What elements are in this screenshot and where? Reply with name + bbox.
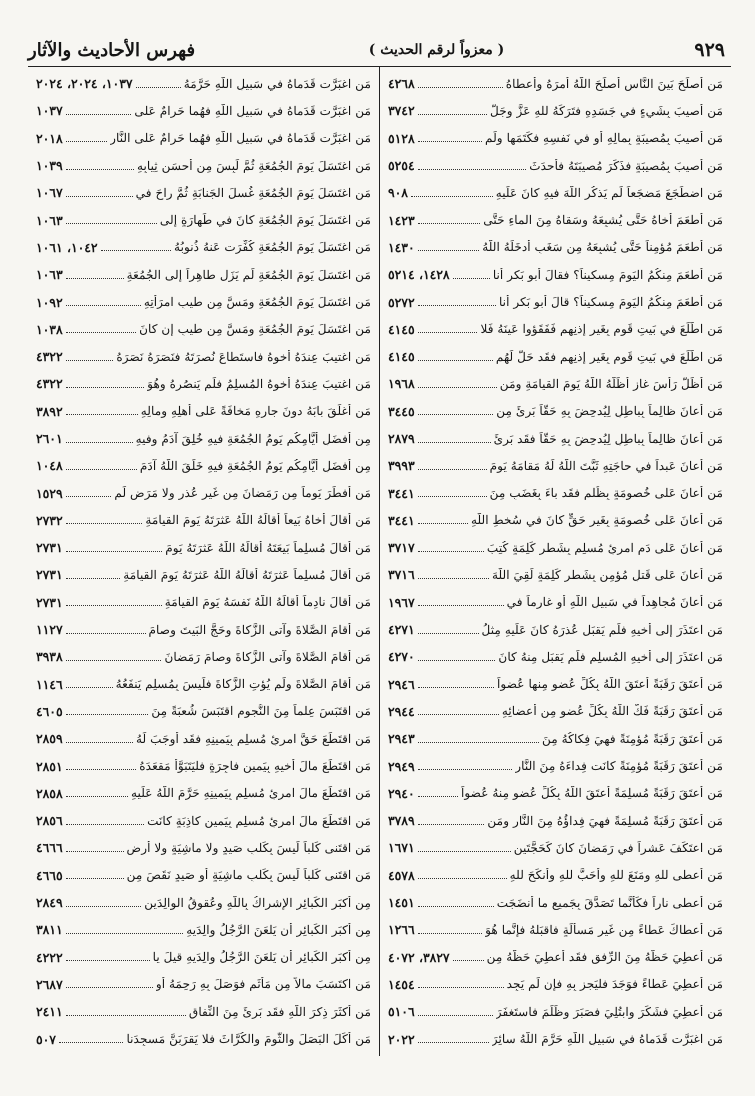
hadith-text: مَن اقتَطَعَ حَقَّ امرِئٍ مُسلِمٍ بِيَمينِهِ فقَد أوجَبَ لَهُ xyxy=(135,731,371,746)
index-entry xyxy=(388,152,723,179)
index-entry xyxy=(36,698,371,725)
hadith-text: مِن أكبَرِ الكَبائِرِ الإشراكُ بِاللَّهِ وعُقوقُ الوالِدَينِ xyxy=(144,895,371,910)
hadith-text: مَن أعتَقَ رَقَبَةً أعتَقَ اللَّهُ بِكُلِّ عُضوٍ مِنها عُضواً xyxy=(497,677,723,692)
leader-dots xyxy=(66,413,138,415)
hadith-number: ٢٧٣٢ xyxy=(36,512,63,528)
leader-dots xyxy=(66,632,146,634)
hadith-text: مَن اكتَسَبَ مالاً مِن مَأثَمٍ فوَصَلَ بِهِ رَحِمَهُ أو xyxy=(155,977,371,992)
hadith-number: ٢٩٤٣ xyxy=(388,731,415,747)
hadith-number: ٥٠٧ xyxy=(36,1031,56,1047)
page-subtitle: ( معزواً لرقم الحديث ) xyxy=(368,42,505,58)
index-entry xyxy=(36,561,371,588)
hadith-number: ٤٦٦٦ xyxy=(36,840,63,856)
index-entry xyxy=(36,479,371,506)
leader-dots xyxy=(66,905,142,907)
hadith-text: مَن أعانَ عَلى خُصومَةٍ بِغَيرِ حَقٍّ كانَ في سُخطِ اللَّهِ xyxy=(470,513,723,528)
leader-dots xyxy=(418,550,484,552)
leader-dots xyxy=(59,1041,123,1043)
index-entry xyxy=(388,671,723,698)
index-entry xyxy=(36,671,371,698)
leader-dots xyxy=(66,468,137,470)
index-entry xyxy=(388,698,723,725)
hadith-text: مَن أُصيبَ بِمُصيبَةٍ بِمالِهِ أو في نَفسِهِ فكَتَمَها ولَم xyxy=(484,131,723,146)
leader-dots xyxy=(66,441,133,443)
index-entry xyxy=(36,616,371,643)
leader-dots xyxy=(418,795,458,797)
hadith-text: مَن أقامَ الصَّلاةَ وآتى الزَّكاةَ وحَجَّ البَيتَ وصامَ xyxy=(148,622,371,637)
leader-dots xyxy=(66,1014,186,1016)
hadith-number: ٣٨٩٢ xyxy=(36,403,63,419)
leader-dots xyxy=(418,1014,493,1016)
hadith-text: مَن اغتَسَلَ يَومَ الجُمُعَةِ كُفِّرَت عَنهُ ذُنوبُهُ xyxy=(174,240,371,255)
hadith-number: ١٠٣٨ xyxy=(36,321,63,337)
hadith-text: مَن أقامَ الصَّلاةَ ولَم يُؤتِ الزَّكاةَ فلَيسَ بِمُسلِمٍ يَنفَعُهُ xyxy=(115,677,371,692)
leader-dots xyxy=(66,877,124,879)
hadith-number: ١٩٦٨ xyxy=(388,376,415,392)
index-entry xyxy=(388,807,723,834)
leader-dots xyxy=(418,659,496,661)
leader-dots xyxy=(453,959,484,961)
hadith-number: ١٠٦٣ xyxy=(36,212,63,228)
hadith-text: مَن أعطاكَ عَطاءً مِن غَيرِ مَسألَةٍ فاقبَلهُ فإنَّما هُوَ xyxy=(485,922,723,937)
hadith-text: مَن اطَّلَعَ في بَيتِ قَومٍ بِغَيرِ إذنِهِم فقَد حَلَّ لَهُم xyxy=(495,349,723,364)
index-entry xyxy=(36,206,371,233)
hadith-number: ٢٤١١ xyxy=(36,1004,63,1020)
index-entry xyxy=(388,971,723,998)
leader-dots xyxy=(418,386,497,388)
leader-dots xyxy=(66,195,133,197)
index-entry xyxy=(36,97,371,124)
hadith-text: مَن اغبَرَّت قَدَماهُ في سَبيلِ اللَّهِ فهُما حَرامٌ عَلى xyxy=(134,103,371,118)
index-entry xyxy=(36,425,371,452)
index-entry xyxy=(388,398,723,425)
index-entry xyxy=(36,889,371,916)
hadith-number: ٣٤٤٥ xyxy=(388,403,415,419)
leader-dots xyxy=(418,1041,489,1043)
index-entry xyxy=(388,125,723,152)
hadith-text: مَن اغتَسَلَ يَومَ الجُمُعَةِ ومَسَّ مِن طيبٍ إن كانَ xyxy=(139,322,371,337)
index-entry xyxy=(388,834,723,861)
hadith-number: ١٤٣٠ xyxy=(388,239,415,255)
hadith-number: ١٤٥٤ xyxy=(388,976,415,992)
leader-dots xyxy=(418,932,482,934)
leader-dots xyxy=(66,140,108,142)
hadith-text: مَن أُعطِيَ فشَكَرَ وابتُلِيَ فصَبَرَ وظَلَمَ فاستَغفَرَ xyxy=(495,1004,723,1019)
index-columns xyxy=(28,70,731,1056)
hadith-text: مَن اضطَجَعَ مَضجَعاً لَم يَذكُرِ اللَّهَ فيهِ كانَ عَلَيهِ xyxy=(495,185,723,200)
hadith-text: مَن أعانَ عَلى دَمِ امرِئٍ مُسلِمٍ بِشَطرِ كَلِمَةٍ كُتِبَ xyxy=(486,540,723,555)
index-entry xyxy=(388,425,723,452)
hadith-number: ٣٤٤١ xyxy=(388,512,415,528)
hadith-text: مَن اعتَذَرَ إلى أخيهِ فلَم يَقبَل عُذرَهُ كانَ عَلَيهِ مِثلُ xyxy=(481,622,723,637)
hadith-number: ٤٢٦٨ xyxy=(388,76,415,92)
hadith-number: ١٤٢٨، ٥٢١٤ xyxy=(388,267,450,283)
hadith-text: مَن اقتَبَسَ عِلماً مِنَ النُّجومِ اقتَبَسَ شُعبَةً مِنَ xyxy=(151,704,371,719)
hadith-number: ١٠٣٧، ٢٠٢٤، ٢٠٢٤ xyxy=(36,76,133,92)
hadith-number: ٢٠٢٢ xyxy=(388,1031,415,1047)
hadith-text: مَن أقالَ نادِماً أقالَهُ اللَّهُ نَفسَهُ يَومَ القيامَةِ xyxy=(164,595,371,610)
hadith-number: ١٠٣٩ xyxy=(36,158,63,174)
hadith-number: ٢٧٣١ xyxy=(36,567,63,583)
leader-dots xyxy=(66,686,113,688)
index-entry xyxy=(36,807,371,834)
hadith-number: ٣٧١٧ xyxy=(388,540,415,556)
hadith-text: مَن اغتَسَلَ يَومَ الجُمُعَةِ ومَسَّ مِن طيبِ امرَأتِهِ xyxy=(143,295,371,310)
hadith-text: مَن اقتَطَعَ مالَ أخيهِ بِيَمينٍ فاجِرَةٍ فليَتَبَوَّأ مَقعَدَهُ xyxy=(139,759,371,774)
hadith-number: ٢٩٤٠ xyxy=(388,785,415,801)
index-entry xyxy=(388,370,723,397)
leader-dots xyxy=(136,86,181,88)
hadith-number: ١٩٦٧ xyxy=(388,594,415,610)
leader-dots xyxy=(66,331,136,333)
leader-dots xyxy=(66,659,162,661)
hadith-number: ٢٧٣١ xyxy=(36,594,63,610)
hadith-number: ١١٢٧ xyxy=(36,622,63,638)
hadith-number: ٤٣٢٢ xyxy=(36,376,63,392)
hadith-number: ٤٦٦٥ xyxy=(36,867,63,883)
leader-dots xyxy=(418,686,494,688)
leader-dots xyxy=(66,304,141,306)
leader-dots xyxy=(418,441,491,443)
hadith-number: ٢٨٥٦ xyxy=(36,813,63,829)
leader-dots xyxy=(66,932,184,934)
hadith-text: مَن أقامَ الصَّلاةَ وآتى الزَّكاةَ وصامَ رَمَضانَ xyxy=(164,649,371,664)
hadith-number: ٣٩٩٣ xyxy=(388,458,415,474)
hadith-text: مَن أطعَمَ مِنكُمُ اليَومَ مِسكيناً؟ فقالَ أبو بَكرٍ أنا xyxy=(492,267,723,282)
hadith-text: مَن اغتَسَلَ يَومَ الجُمُعَةِ كانَ في طَهارَةٍ إلى xyxy=(159,213,371,228)
index-entry xyxy=(388,1025,723,1052)
index-entry xyxy=(388,206,723,233)
hadith-text: مَن اطَّلَعَ في بَيتِ قَومٍ بِغَيرِ إذنِهِم فَفَقَؤوا عَينَهُ فَلا xyxy=(480,322,723,337)
hadith-number: ٣٨١١ xyxy=(36,922,63,938)
index-entry xyxy=(388,288,723,315)
hadith-text: مَن أعانَ مُجاهِداً في سَبيلِ اللَّهِ أو غارِماً في xyxy=(506,595,723,610)
hadith-text: مَن أقالَ مُسلِماً عَثرَتَهُ أقالَهُ اللَّهُ عَثرَتَهُ يَومَ القيامَةِ xyxy=(123,567,371,582)
hadith-number: ١١٤٦ xyxy=(36,676,63,692)
hadith-text: مَن اقتَنى كَلباً لَيسَ بِكَلبِ ماشِيَةٍ أو صَيدٍ نَقَصَ مِن xyxy=(126,868,371,883)
index-entry xyxy=(36,398,371,425)
index-entry xyxy=(36,1025,371,1052)
hadith-text: مِن أفضَلِ أيَّامِكُم يَومُ الجُمُعَةِ فيهِ خُلِقَ آدَمُ وفيهِ xyxy=(135,431,371,446)
hadith-number: ١٠٣٧ xyxy=(36,103,63,119)
hadith-number: ٤١٤٥ xyxy=(388,349,415,365)
leader-dots xyxy=(418,577,489,579)
leader-dots xyxy=(66,522,143,524)
hadith-number: ٢٦٨٧ xyxy=(36,976,63,992)
hadith-text: مَن أعانَ عَبداً في حاجَتِهِ ثَبَّتَ اللَّهُ لَهُ مَقامَهُ يَومَ xyxy=(489,458,723,473)
leader-dots xyxy=(66,359,114,361)
index-entry xyxy=(36,752,371,779)
leader-dots xyxy=(66,577,121,579)
leader-dots xyxy=(418,604,504,606)
leader-dots xyxy=(66,986,153,988)
leader-dots xyxy=(66,168,134,170)
index-entry xyxy=(388,862,723,889)
leader-dots xyxy=(66,959,150,961)
hadith-text: مَن اغتيبَ عِندَهُ أخوهُ المُسلِمُ فلَم يَنصُرهُ وهُوَ xyxy=(147,376,371,391)
leader-dots xyxy=(66,850,124,852)
index-entry xyxy=(388,589,723,616)
hadith-text: مَن أظَلَّ رَأسَ غازٍ أظَلَّهُ اللَّهُ يَومَ القيامَةِ ومَن xyxy=(499,376,723,391)
index-entry xyxy=(36,643,371,670)
leader-dots xyxy=(66,495,112,497)
leader-dots xyxy=(418,413,494,415)
hadith-text: مَن اقتَطَعَ مالَ امرِئٍ مُسلِمٍ بِيَمينِهِ حَرَّمَ اللَّهُ عَلَيهِ xyxy=(131,786,371,801)
leader-dots xyxy=(418,331,478,333)
hadith-text: مَن اقتَطَعَ مالَ امرِئٍ مُسلِمٍ بِيَمينٍ كاذِبَةٍ كانَت xyxy=(147,813,371,828)
hadith-text: مَن أقالَ مُسلِماً بَيعَتَهُ أقالَهُ اللَّهُ عَثرَتَهُ يَومَ xyxy=(165,540,371,555)
hadith-number: ١٠٤٢، ١٠٦١ xyxy=(36,239,98,255)
index-entry xyxy=(388,725,723,752)
index-entry xyxy=(388,998,723,1025)
index-entry xyxy=(388,780,723,807)
hadith-number: ٣٩٣٨ xyxy=(36,649,63,665)
hadith-number: ٥٢٥٤ xyxy=(388,158,415,174)
book-title: فهرس الأحاديث والآثار xyxy=(28,39,196,61)
hadith-number: ٤٢٢٢ xyxy=(36,949,63,965)
leader-dots xyxy=(418,741,539,743)
index-entry xyxy=(388,179,723,206)
hadith-number: ٤٣٢٢ xyxy=(36,349,63,365)
hadith-text: مَن أعتَقَ رَقَبَةً مُسلِمَةً فهِيَ فِداؤُهُ مِنَ النَّارِ ومَن xyxy=(487,813,723,828)
hadith-text: مَن أكَلَ البَصَلَ والثُّومَ والكُرَّاثَ فلا يَقرَبَنَّ مَسجِدَنا xyxy=(126,1032,371,1047)
hadith-text: مَن أعتَقَ رَقَبَةً مُسلِمَةً أعتَقَ اللَّهُ بِكُلِّ عُضوٍ مِنهُ عُضواً xyxy=(460,786,723,801)
leader-dots xyxy=(418,522,468,524)
hadith-text: مَن أفطَرَ يَوماً مِن رَمَضانَ مِن غَيرِ عُذرٍ ولا مَرَضٍ لَم xyxy=(114,486,371,501)
hadith-number: ٩٠٨ xyxy=(388,185,408,201)
leader-dots xyxy=(66,741,133,743)
hadith-text: مَن أعطى ناراً فكَأنَّما تَصَدَّقَ بِجَميعِ ما أنضَجَت xyxy=(496,895,723,910)
index-entry xyxy=(36,780,371,807)
hadith-number: ٣٧٨٩ xyxy=(388,813,415,829)
hadith-text: مَن أُعطِيَ عَطاءً فوَجَدَ فليَجزِ بِهِ فإن لَم يَجِد xyxy=(506,977,723,992)
leader-dots xyxy=(418,823,485,825)
leader-dots xyxy=(418,222,481,224)
hadith-number: ١٤٥١ xyxy=(388,895,415,911)
index-entry xyxy=(36,125,371,152)
hadith-number: ٢٨٥٩ xyxy=(36,731,63,747)
leader-dots xyxy=(66,795,128,797)
index-entry xyxy=(36,998,371,1025)
hadith-number: ٢٩٤٦ xyxy=(388,676,415,692)
leader-dots xyxy=(418,359,493,361)
hadith-number: ٤٢٧٠ xyxy=(388,649,415,665)
index-entry xyxy=(388,452,723,479)
leader-dots xyxy=(66,222,157,224)
hadith-text: مَن أعانَ عَلى قَتلِ مُؤمِنٍ بِشَطرِ كَلِمَةٍ لَقِيَ اللَّهَ xyxy=(491,567,723,582)
hadith-number: ٢٨٧٩ xyxy=(388,431,415,446)
leader-dots xyxy=(453,277,490,279)
column-divider xyxy=(379,66,380,1056)
index-entry xyxy=(388,889,723,916)
hadith-text: مَن اغبَرَّت قَدَماهُ في سَبيلِ اللَّهِ فهُما حَرامٌ عَلى النَّارِ xyxy=(110,131,371,146)
hadith-text: مَن اغتَسَلَ يَومَ الجُمُعَةِ غُسلَ الجَنابَةِ ثُمَّ راحَ في xyxy=(135,185,371,200)
hadith-text: مَن اقتَنى كَلباً لَيسَ بِكَلبِ صَيدٍ ولا ماشِيَةٍ ولا أرضٍ xyxy=(126,840,371,855)
index-entry xyxy=(388,479,723,506)
index-entry xyxy=(36,834,371,861)
hadith-number: ١٠٤٨ xyxy=(36,458,63,474)
leader-dots xyxy=(418,905,494,907)
index-entry xyxy=(36,589,371,616)
hadith-text: مَن أقالَ أخاهُ بَيعاً أقالَهُ اللَّهُ عَثرَتَهُ يَومَ القيامَةِ xyxy=(145,513,371,528)
index-entry xyxy=(36,288,371,315)
leader-dots xyxy=(66,277,124,279)
hadith-text: مَن اغتَسَلَ يَومَ الجُمُعَةِ ثُمَّ لَبِسَ مِن أحسَنِ ثِيابِهِ xyxy=(136,158,371,173)
index-entry xyxy=(36,944,371,971)
hadith-text: مَن أُصيبَ بِمُصيبَةٍ فذَكَرَ مُصيبَتَهُ فأحدَثَ xyxy=(529,158,723,173)
hadith-text: مَن اغبَرَّت قَدَماهُ في سَبيلِ اللَّهِ حَرَّمَ اللَّهُ سائِرَ xyxy=(491,1032,723,1047)
hadith-text: مَن أطعَمَ مِنكُمُ اليَومَ مِسكيناً؟ قالَ أبو بَكرٍ أنا xyxy=(498,295,723,310)
index-entry xyxy=(36,152,371,179)
hadith-text: مِن أفضَلِ أيَّامِكُم يَومُ الجُمُعَةِ فيهِ خَلَقَ اللَّهُ آدَمَ xyxy=(139,458,371,473)
leader-dots xyxy=(66,768,137,770)
hadith-number: ٢٨٥١ xyxy=(36,758,63,774)
index-column-left xyxy=(28,70,379,1056)
hadith-number: ١٠٩٢ xyxy=(36,294,63,310)
leader-dots xyxy=(66,604,162,606)
hadith-number: ٤٢٧١ xyxy=(388,622,415,638)
hadith-text: مَن أعتَقَ رَقَبَةً مُؤمِنَةً كانَت فِداءَهُ مِنَ النَّارِ xyxy=(515,759,723,774)
leader-dots xyxy=(418,468,487,470)
leader-dots xyxy=(418,850,511,852)
hadith-number: ١٠٦٧ xyxy=(36,185,63,201)
leader-dots xyxy=(411,195,493,197)
hadith-number: ٣٧١٦ xyxy=(388,567,415,583)
hadith-number: ٢٠١٨ xyxy=(36,130,63,146)
index-entry xyxy=(36,971,371,998)
hadith-number: ١٤٢٣ xyxy=(388,212,415,228)
hadith-number: ١٦٧١ xyxy=(388,840,415,856)
hadith-number: ٥١٠٦ xyxy=(388,1004,415,1020)
index-entry xyxy=(36,916,371,943)
leader-dots xyxy=(418,249,480,251)
index-entry xyxy=(388,507,723,534)
index-entry xyxy=(36,343,371,370)
hadith-text: مَن أغلَقَ بابَهُ دونَ جارِهِ مَخافَةً عَلى أهلِهِ ومالِهِ xyxy=(140,404,371,419)
leader-dots xyxy=(66,823,144,825)
page-header xyxy=(28,36,731,64)
leader-dots xyxy=(418,713,499,715)
page-number: ٩٢٩ xyxy=(694,39,725,61)
index-entry xyxy=(388,343,723,370)
index-entry xyxy=(388,752,723,779)
index-entry xyxy=(388,97,723,124)
leader-dots xyxy=(418,768,513,770)
leader-dots xyxy=(66,113,132,115)
hadith-number: ٢٨٤٩ xyxy=(36,895,63,911)
index-entry xyxy=(388,234,723,261)
hadith-number: ١٢٦٦ xyxy=(388,922,415,938)
index-entry xyxy=(36,507,371,534)
hadith-text: مَن اغتَسَلَ يَومَ الجُمُعَةِ لَم يَزَل طاهِراً إلى الجُمُعَةِ xyxy=(126,267,371,282)
index-entry xyxy=(388,534,723,561)
hadith-number: ٤٦٠٥ xyxy=(36,703,63,719)
hadith-number: ٥١٢٨ xyxy=(388,130,415,146)
index-entry xyxy=(388,616,723,643)
hadith-number: ٤٥٧٨ xyxy=(388,867,415,883)
leader-dots xyxy=(418,495,487,497)
hadith-text: مَن أعطى للهِ ومَنَعَ للهِ وأحَبَّ للهِ وأنكَحَ للهِ xyxy=(509,868,723,883)
index-entry xyxy=(388,643,723,670)
index-entry xyxy=(36,261,371,288)
index-entry xyxy=(36,316,371,343)
index-column-right xyxy=(380,70,731,1056)
index-entry xyxy=(388,916,723,943)
index-entry xyxy=(388,70,723,97)
hadith-text: مَن اعتَكَفَ عَشراً في رَمَضانَ كانَ كَحَجَّتَينِ xyxy=(513,840,723,855)
hadith-text: مِن أكبَرِ الكَبائِرِ أن يَلعَنَ الرَّجُلُ والِدَيهِ قيلَ يا xyxy=(152,950,371,965)
hadith-number: ١٠٦٣ xyxy=(36,267,63,283)
hadith-number: ٢٦٠١ xyxy=(36,431,63,446)
index-entry xyxy=(36,370,371,397)
leader-dots xyxy=(418,986,504,988)
leader-dots xyxy=(418,140,482,142)
hadith-text: مَن اغتيبَ عِندَهُ أخوهُ فاستَطاعَ نُصرَتَهُ فنَصَرَهُ نَصَرَهُ xyxy=(116,349,371,364)
hadith-number: ١٥٢٩ xyxy=(36,485,63,501)
hadith-text: مَن اغبَرَّت قَدَماهُ في سَبيلِ اللَّهِ حَرَّمَهُ xyxy=(183,76,371,91)
index-entry xyxy=(36,862,371,889)
index-entry xyxy=(388,561,723,588)
hadith-text: مَن أطعَمَ مُؤمِناً حَتَّى يُشبِعَهُ مِن سَغَبٍ أدخَلَهُ اللَّهُ xyxy=(482,240,723,255)
index-entry xyxy=(388,261,723,288)
hadith-text: مَن اعتَذَرَ إلى أخيهِ المُسلِمِ فلَم يَقبَل مِنهُ كانَ xyxy=(498,649,723,664)
index-entry xyxy=(388,316,723,343)
hadith-text: مَن أصلَحَ بَينَ النَّاسِ أصلَحَ اللَّهُ أمرَهُ وأعطاهُ xyxy=(505,76,723,91)
hadith-text: مَن أكثَرَ ذِكرَ اللَّهِ فقَد بَرِئَ مِنَ النِّفاقِ xyxy=(188,1004,371,1019)
index-entry xyxy=(36,725,371,752)
hadith-text: مَن أطعَمَ أخاهُ حَتَّى يُشبِعَهُ وسَقاهُ مِنَ الماءِ حَتَّى xyxy=(483,213,723,228)
hadith-number: ٢٨٥٨ xyxy=(36,785,63,801)
hadith-number: ٥٢٧٢ xyxy=(388,294,415,310)
hadith-text: مَن أُصيبَ بِشَيءٍ في جَسَدِهِ فتَرَكَهُ للهِ عَزَّ وجَلَّ xyxy=(490,103,723,118)
leader-dots xyxy=(418,877,507,879)
leader-dots xyxy=(66,386,145,388)
hadith-number: ٣٧٤٢ xyxy=(388,103,415,119)
hadith-text: مَن أعانَ عَلى خُصومَةٍ بِظُلمٍ فقَد باءَ بِغَضَبٍ مِنَ xyxy=(489,486,723,501)
hadith-number: ٢٩٤٤ xyxy=(388,703,415,719)
index-entry xyxy=(36,179,371,206)
hadith-number: ٢٧٣١ xyxy=(36,540,63,556)
hadith-number: ٤١٤٥ xyxy=(388,321,415,337)
leader-dots xyxy=(418,86,503,88)
leader-dots xyxy=(418,632,479,634)
leader-dots xyxy=(418,113,487,115)
index-entry xyxy=(36,534,371,561)
hadith-number: ٣٤٤١ xyxy=(388,485,415,501)
hadith-text: مَن أعانَ ظالِماً بِباطِلٍ لِيُدحِضَ بِهِ حَقّاً فقَد بَرِئَ xyxy=(493,431,723,446)
hadith-text: مَن أعتَقَ رَقَبَةً مُؤمِنَةً فهِيَ فِكاكُهُ مِنَ xyxy=(541,731,723,746)
index-entry xyxy=(388,944,723,971)
leader-dots xyxy=(66,550,163,552)
hadith-text: مِن أكبَرِ الكَبائِرِ أن يَلعَنَ الرَّجُلُ والِدَيهِ xyxy=(186,922,371,937)
hadith-number: ٢٩٤٩ xyxy=(388,758,415,774)
leader-dots xyxy=(418,168,527,170)
leader-dots xyxy=(418,304,496,306)
hadith-text: مَن أعانَ ظالِماً بِباطِلٍ لِيُدحِضَ بِهِ حَقّاً بَرِئَ مِن xyxy=(496,404,723,419)
hadith-text: مَن أُعطِيَ حَظَّهُ مِنَ الرِّفقِ فقَد أُعطِيَ حَظَّهُ مِن xyxy=(486,950,723,965)
leader-dots xyxy=(101,249,171,251)
index-entry xyxy=(36,452,371,479)
hadith-number: ٣٨٢٧، ٤٠٧٢ xyxy=(388,949,450,965)
hadith-text: مَن أعتَقَ رَقَبَةً فَكَّ اللَّهُ بِكُلِّ عُضوٍ مِن أعضائِهِ xyxy=(501,704,723,719)
leader-dots xyxy=(66,713,149,715)
index-entry xyxy=(36,234,371,261)
index-entry xyxy=(36,70,371,97)
